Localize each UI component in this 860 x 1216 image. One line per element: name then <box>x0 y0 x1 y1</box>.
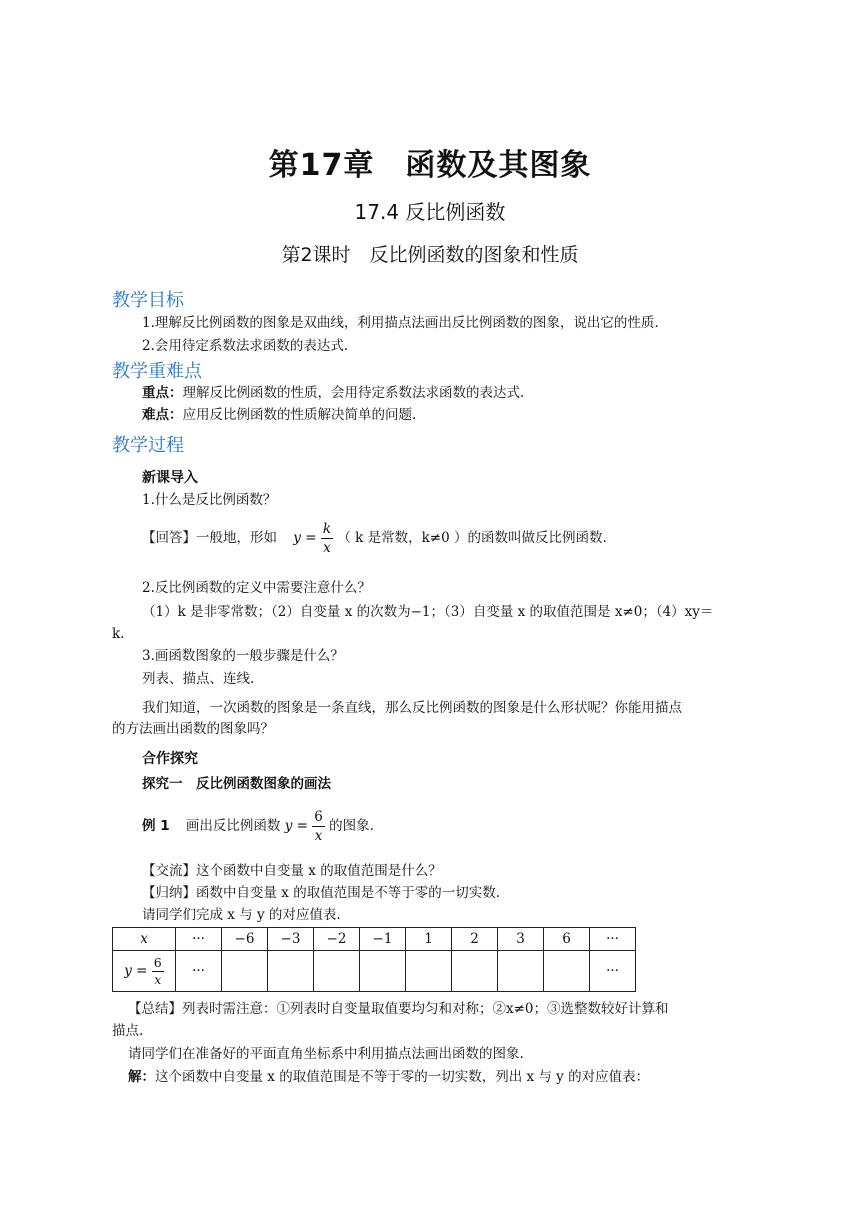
focus-line <box>142 383 524 403</box>
question-3: 3.画函数图象的一般步骤是什么？ <box>142 648 344 664</box>
goal-item-1: 1.理解反比例函数的图象是双曲线，利用描点法画出反比例函数的图象，说出它的性质. <box>142 315 659 331</box>
explore-1-heading: 探究一 反比例函数图象的画法 <box>142 776 331 792</box>
table-cell <box>452 951 498 992</box>
process-heading: 教学过程 <box>112 435 184 456</box>
example-1-prefix: 画出反比例函数 <box>185 818 281 834</box>
table-intro: 请同学们完成 x 与 y 的对应值表. <box>142 907 341 923</box>
transition-line-1: 我们知道，一次函数的图象是一条直线，那么反比例函数的图象是什么形状呢？你能用描点 <box>142 700 682 716</box>
table-cell: 6 <box>544 928 590 951</box>
fraction-numerator: 6 <box>153 954 162 970</box>
solution-label: 解： <box>128 1069 155 1085</box>
table-cell: ··· <box>590 951 636 992</box>
goals-heading: 教学目标 <box>112 290 184 311</box>
table-cell: ··· <box>176 928 222 951</box>
coop-heading: 合作探究 <box>142 751 198 767</box>
answer-1-prefix: 【回答】一般地，形如 <box>142 530 277 546</box>
value-table <box>112 927 636 992</box>
answer-2-line-1: （1）k 是非零常数；（2）自变量 x 的次数为−1；（3）自变量 x 的取值范围是 x≠0；（4）xy＝ <box>142 604 714 620</box>
answer-1-suffix: （ k 是常数，k≠0 ）的函数叫做反比例函数. <box>337 530 607 546</box>
table-cell: 2 <box>452 928 498 951</box>
focus-label: 重点： <box>142 385 183 401</box>
solution-line <box>128 1067 649 1087</box>
table-cell: 1 <box>406 928 452 951</box>
table-row <box>113 928 636 951</box>
table-cell <box>268 951 314 992</box>
table-cell <box>498 951 544 992</box>
k-over-x-fraction <box>321 520 333 557</box>
instruction-text: 请同学们在准备好的平面直角坐标系中利用描点法画出函数的图象. <box>128 1046 524 1062</box>
difficulty-label: 难点： <box>142 407 183 423</box>
table-cell: −2 <box>314 928 360 951</box>
intro-heading: 新课导入 <box>142 470 198 486</box>
exchange-text: 【交流】这个函数中自变量 x 的取值范围是什么？ <box>142 863 442 879</box>
table-cell: ··· <box>176 951 222 992</box>
table-cell: x <box>113 928 176 951</box>
summary-1-text: 【归纳】函数中自变量 x 的取值范围是不等于零的一切实数. <box>142 885 500 901</box>
table-cell: −6 <box>222 928 268 951</box>
goal-item-2: 2.会用待定系数法求函数的表达式. <box>142 338 349 354</box>
summary-2-line-1: 【总结】列表时需注意：①列表时自变量取值要均匀和对称；②x≠0；③选整数较好计算和 <box>128 1001 669 1017</box>
fraction-denominator: x <box>323 540 331 556</box>
row-head-lhs: y = <box>124 962 148 979</box>
example-1-suffix: 的图象. <box>329 818 374 834</box>
table-cell: −1 <box>360 928 406 951</box>
fraction-denominator: x <box>314 828 323 844</box>
question-1: 1.什么是反比例函数？ <box>142 492 277 508</box>
question-2: 2.反比例函数的定义中需要注意什么？ <box>142 580 371 596</box>
fraction-numerator: 6 <box>314 809 323 825</box>
table-cell: −3 <box>268 928 314 951</box>
answer-2-line-2: k. <box>112 626 125 642</box>
section-title: 17.4 反比例函数 <box>354 200 506 224</box>
difficulty-text: 应用反比例函数的性质解决简单的问题. <box>182 407 417 423</box>
focus-text: 理解反比例函数的性质，会用待定系数法求函数的表达式. <box>182 385 525 401</box>
table-cell <box>406 951 452 992</box>
answer-1 <box>142 520 607 557</box>
answer-3: 列表、描点、连线. <box>142 671 255 687</box>
chapter-title: 第17章 函数及其图象 <box>268 148 592 183</box>
summary-2-line-2: 描点. <box>112 1023 144 1039</box>
difficulty-line <box>142 405 416 425</box>
keypoints-heading: 教学重难点 <box>112 361 202 382</box>
lesson-title: 第2课时 反比例函数的图象和性质 <box>281 244 579 266</box>
six-over-x-fraction <box>152 955 164 988</box>
solution-text: 这个函数中自变量 x 的取值范围是不等于零的一切实数，列出 x 与 y 的对应值表： <box>155 1069 650 1085</box>
example-1-lhs: y = <box>284 818 308 834</box>
table-cell <box>360 951 406 992</box>
fraction-denominator: x <box>154 971 162 987</box>
table-cell: 3 <box>498 928 544 951</box>
six-over-x-fraction <box>312 808 325 845</box>
table-cell: ··· <box>590 928 636 951</box>
fraction-numerator: k <box>322 521 332 537</box>
transition-line-2: 的方法画出函数的图象吗？ <box>112 721 274 737</box>
example-1-label: 例 1 <box>142 818 170 834</box>
table-cell <box>113 951 176 992</box>
table-row <box>113 951 636 992</box>
example-1 <box>142 808 374 845</box>
table-cell <box>222 951 268 992</box>
answer-1-lhs: y = <box>293 530 317 546</box>
table-cell <box>544 951 590 992</box>
table-cell <box>314 951 360 992</box>
